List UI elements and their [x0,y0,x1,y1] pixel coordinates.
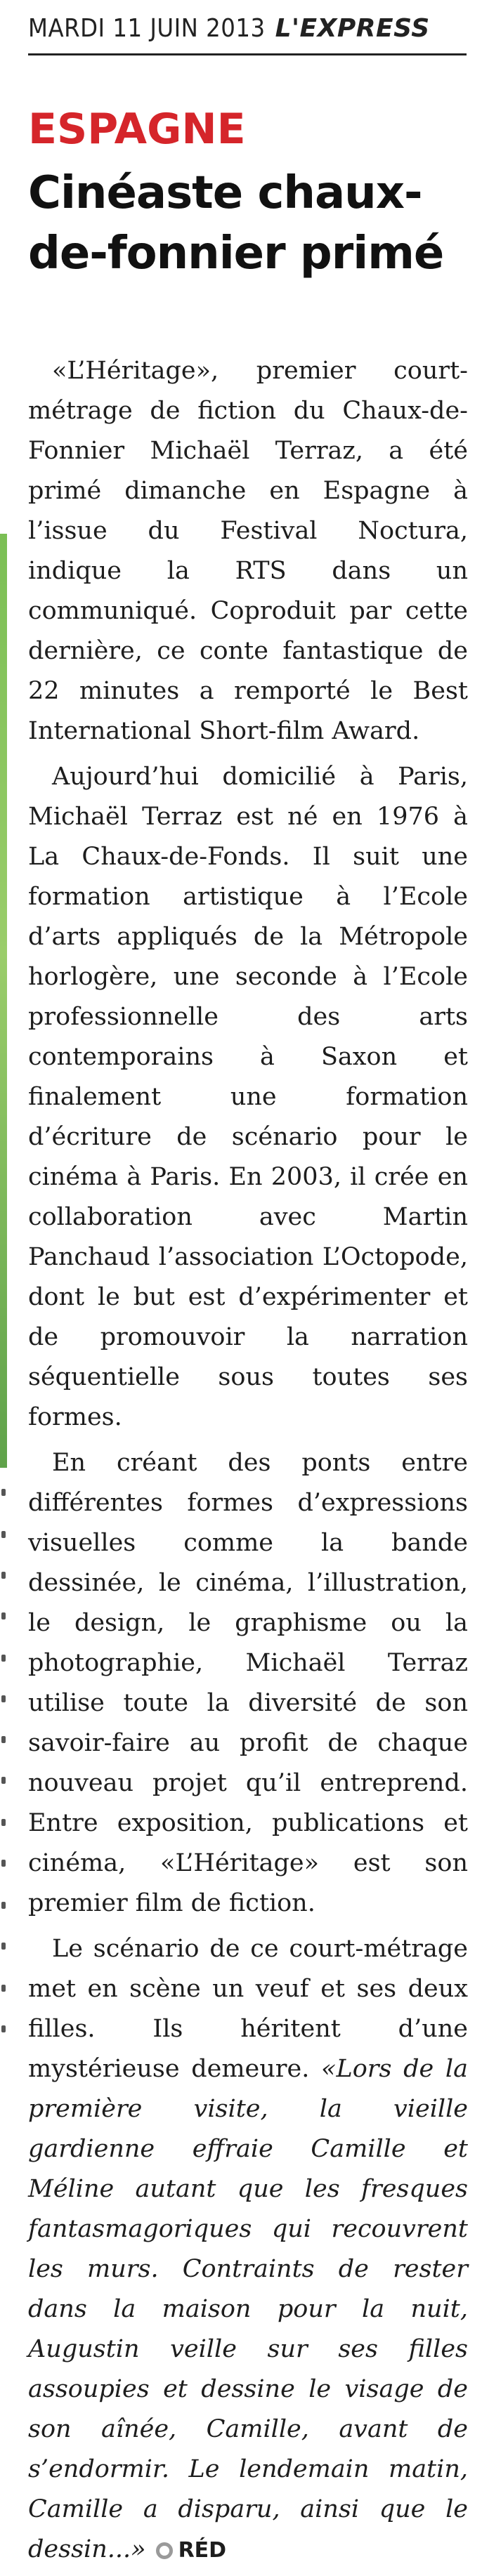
newspaper-name: L'EXPRESS [275,13,430,43]
byline-text: RÉD [178,2538,227,2563]
paragraph-1: «L’Héritage», premier court-métrage de fiction du Chaux-de-Fonnier Michaël Terraz, a été primé dimanche en Espagne à l’issue du Festival Noctura, indique la RTS dans un communiqué. Coproduit par cette dernière, ce conte fantastique de 22 minutes a remporté le Best International Short-film Award. [28,357,468,745]
paragraph-4-quote: «Lors de la première visite, la vieille gardienne effraie Camille et Méline autant que les fresques fantasmagoriques qui recouvrent les murs. Contraints de rester dans la maison pour la nuit, Augustin veille sur ses filles assoupies et dessine le visage de son aînée, Camille, avant de s’endormir. Le lendemain matin, Camille a disparu, ainsi que le dessin...» [28,2055,468,2563]
article-headline: Cinéaste chaux-de-fonnier primé [28,167,444,280]
paragraph-2: Aujourd’hui domicilié à Paris, Michaël Terraz est né en 1976 à La Chaux-de-Fonds. Il suit une formation artistique à l’Ecole d’arts appliqués de la Métropole horlogère, une seconde à l’Ecole professionnelle des arts contemporains à Saxon et finalement une formation d’écriture de scénario pour le cinéma à Paris. En 2003, il crée en collaboration avec Martin Panchaud l’association L’Octopode, dont le but est d’expérimenter et de promouvoir la narration séquentielle sous toutes ses formes. [28,763,468,1431]
byline [146,2538,227,2563]
article-body [28,351,468,2576]
adjacent-photo-fragment [0,534,7,1468]
adjacent-text-fragments [1,1489,7,2065]
issue-date: MARDI 11 JUIN 2013 [28,13,266,43]
paragraph-4-intro: Le scénario de ce court-métrage met en scène un veuf et ses deux filles. Ils héritent d’une mystérieuse demeure. [28,1935,468,2083]
header-divider [28,53,467,55]
page-header [28,14,475,42]
paragraph-3: En créant des ponts entre différentes formes d’expressions visuelles comme la bande dessinée, le cinéma, l’illustration, le design, le graphisme ou la photographie, Michaël Terraz utilise toute la diversité de son savoir-faire au profit de chaque nouveau projet qu’il entreprend. Entre exposition, publications et cinéma, «L’Héritage» est son premier film de fiction. [28,1449,468,1917]
adjacent-article-edge [0,0,10,2304]
paragraph-4 [28,1929,468,2570]
article-kicker: ESPAGNE [28,105,246,154]
circle-bullet-icon [156,2542,173,2559]
